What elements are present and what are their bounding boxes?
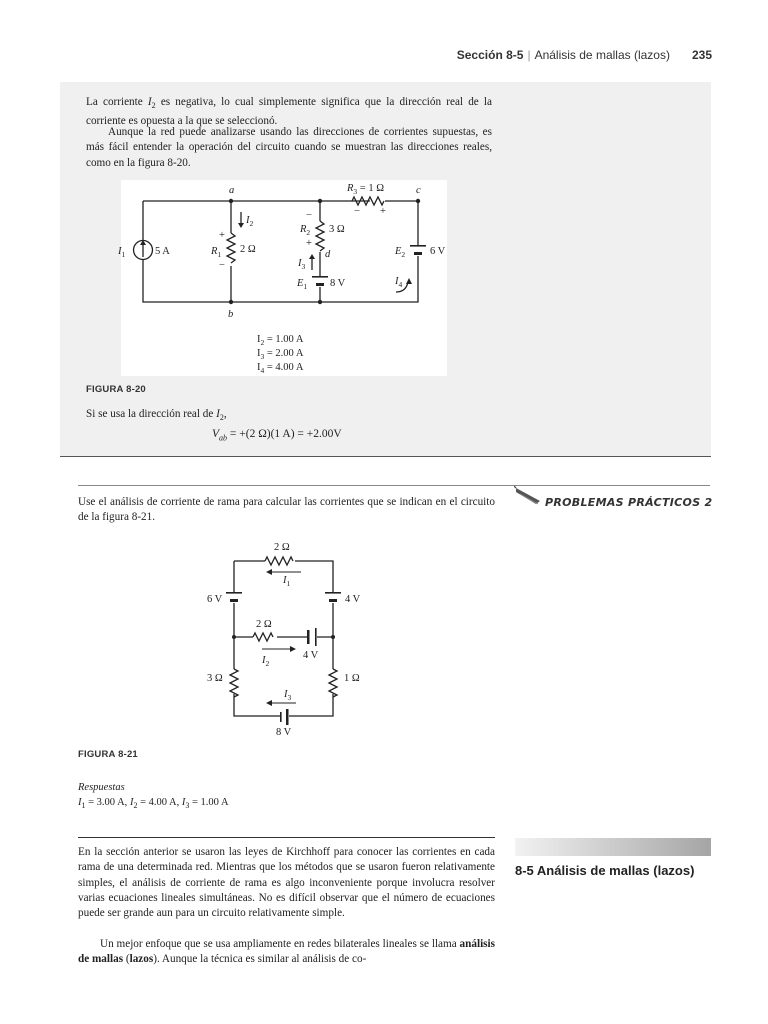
section-p2-paren: ( bbox=[123, 953, 130, 966]
fig21-node-left bbox=[232, 635, 236, 639]
fig21-arrowhead-i3 bbox=[266, 700, 272, 706]
box-paragraph-1: La corriente $I_2$ es negativa, lo cual simplemente significa que la dirección real de la corriente es opuesta a la que se seleccionó. bbox=[86, 96, 492, 127]
label-r2-minus: − bbox=[306, 210, 312, 221]
label-r3-minus: − bbox=[354, 206, 360, 217]
label-i2: $I_2$ bbox=[246, 215, 254, 228]
fig21-battery-mid-long bbox=[315, 628, 317, 646]
label-r3-plus: + bbox=[380, 206, 386, 217]
fig21-battery-left-short bbox=[230, 599, 238, 602]
label-e2-value: 6 V bbox=[430, 246, 446, 257]
label-node-d: d bbox=[325, 249, 331, 260]
fig21-label-r-mid: 2 Ω bbox=[256, 619, 272, 630]
equation-rhs: = +(2 Ω)(1 A) = +2.00V bbox=[229, 428, 342, 440]
header-section: Sección 8-5 bbox=[456, 48, 524, 62]
fig21-battery-bottom-short bbox=[286, 709, 289, 725]
label-r2-value: 3 Ω bbox=[329, 224, 345, 235]
label-i3: $I_3$ bbox=[298, 258, 306, 271]
fig21-label-v-bottom: 8 V bbox=[276, 727, 292, 738]
fig21-label-r-top: 2 Ω bbox=[274, 542, 290, 553]
section-p2-start: Un mejor enfoque que se usa ampliamente en redes bilaterales lineales se llama bbox=[100, 938, 460, 950]
result-i2: $I_2 = 1.00$ A bbox=[257, 334, 304, 347]
label-r3: $R_3 = 1$ Ω bbox=[347, 183, 385, 196]
section-rule bbox=[78, 837, 495, 838]
header-section-title: Análisis de mallas (lazos) bbox=[534, 48, 670, 62]
fig21-battery-right-short bbox=[329, 599, 337, 602]
section-paragraph-1: En la sección anterior se usaron las leyes de Kirchhoff para conocer las corrientes en cada rama de una determinada red. Mientras que los métodos que se usaron fueron relativamente simples, el análisis de corriente de rama es algo inconveniente porque involucra resolver varias ecuaciones lineales simultáneas. No es difícil observar que el número de ecuaciones puede ser grande aun para un circuito relativamente simple. bbox=[78, 846, 495, 920]
label-r1-minus: − bbox=[219, 260, 225, 271]
figure-8-20-label: FIGURA 8-20 bbox=[86, 384, 146, 395]
equation-lhs-sub: ab bbox=[219, 433, 228, 443]
fig21-node-right bbox=[331, 635, 335, 639]
fig21-resistor-right bbox=[329, 669, 337, 697]
section-p2-bold: análisis de mallas bbox=[78, 938, 495, 966]
fig21-label-r-left: 3 Ω bbox=[207, 673, 223, 684]
label-r1-plus: + bbox=[219, 230, 225, 241]
label-node-c: c bbox=[416, 185, 421, 196]
fig21-battery-mid-short bbox=[307, 630, 310, 644]
fig21-label-i3: $I_3$ bbox=[284, 689, 292, 702]
equation: $V_{ab} = +(2$ Ω)(1 A) = +2.00V bbox=[212, 428, 342, 443]
fig21-resistor-mid bbox=[253, 633, 273, 641]
label-e1-value: 8 V bbox=[330, 278, 346, 289]
label-node-b: b bbox=[228, 309, 234, 320]
fig21-label-i1: $I_1$ bbox=[283, 575, 291, 588]
label-e2: $E_2$ bbox=[395, 246, 406, 259]
section-paragraph-2 bbox=[78, 937, 495, 968]
label-r1: $R_1$ bbox=[211, 246, 222, 259]
section-p2-bold2: lazos bbox=[129, 953, 154, 966]
fig21-resistor-top bbox=[265, 557, 293, 565]
label-r2-plus: + bbox=[306, 238, 312, 249]
page-number: 235 bbox=[691, 48, 712, 62]
label-i4: $I_4$ bbox=[395, 276, 403, 289]
box-paragraph-2: Aunque la red puede analizarse usando las direcciones de corrientes supuestas, es más fácil entender la operación del circuito cuando se muestran las direcciones reales, como en la figura 8-20. bbox=[86, 126, 492, 169]
label-r1-value: 2 Ω bbox=[240, 244, 256, 255]
label-e1: $E_1$ bbox=[297, 278, 308, 291]
fig21-label-v-left: 6 V bbox=[207, 594, 223, 605]
section-gradient-bar bbox=[515, 838, 711, 856]
result-i4: $I_4 = 4.00$ A bbox=[257, 362, 304, 375]
fig21-label-r-right: 1 Ω bbox=[344, 673, 360, 684]
label-i1: $I_1$ bbox=[118, 246, 126, 259]
fig21-battery-bottom-long bbox=[280, 712, 282, 722]
header-separator: | bbox=[527, 48, 531, 62]
fig21-label-v-right: 4 V bbox=[345, 594, 361, 605]
answers-heading: Respuestas bbox=[78, 782, 125, 793]
fig21-battery-right-long bbox=[325, 592, 341, 594]
fig21-resistor-left bbox=[230, 669, 238, 697]
section-p2-end: ). Aunque la técnica es similar al análisis de co- bbox=[153, 953, 367, 966]
label-node-a: a bbox=[229, 185, 235, 196]
figure-8-21-label: FIGURA 8-21 bbox=[78, 749, 138, 760]
result-i3: $I_3 = 2.00$ A bbox=[257, 348, 304, 361]
fig21-battery-left-long bbox=[226, 592, 242, 594]
label-i1-value: 5 A bbox=[155, 246, 170, 257]
fig21-label-v-mid: 4 V bbox=[303, 650, 319, 661]
practice-prompt: Use el análisis de corriente de rama para calcular las corrientes que se indican en el circuito de la figura 8-21. bbox=[78, 496, 495, 524]
label-r2: $R_2$ bbox=[300, 224, 311, 237]
fig21-arrowhead-i2 bbox=[290, 646, 296, 652]
fig21-label-i2: $I_2$ bbox=[262, 655, 270, 668]
fig21-arrowhead-i1 bbox=[266, 569, 272, 575]
section-title: 8-5 Análisis de mallas (lazos) bbox=[515, 863, 695, 878]
answers: $I_1 = 3.00$ A, $I_2 = 4.00$ A, $I_3 = 1.00$ A bbox=[78, 797, 229, 811]
practice-label: PROBLEMAS PRÁCTICOS 2 bbox=[545, 496, 713, 509]
box-note: Si se usa la dirección real de $I_2$, bbox=[86, 408, 227, 423]
